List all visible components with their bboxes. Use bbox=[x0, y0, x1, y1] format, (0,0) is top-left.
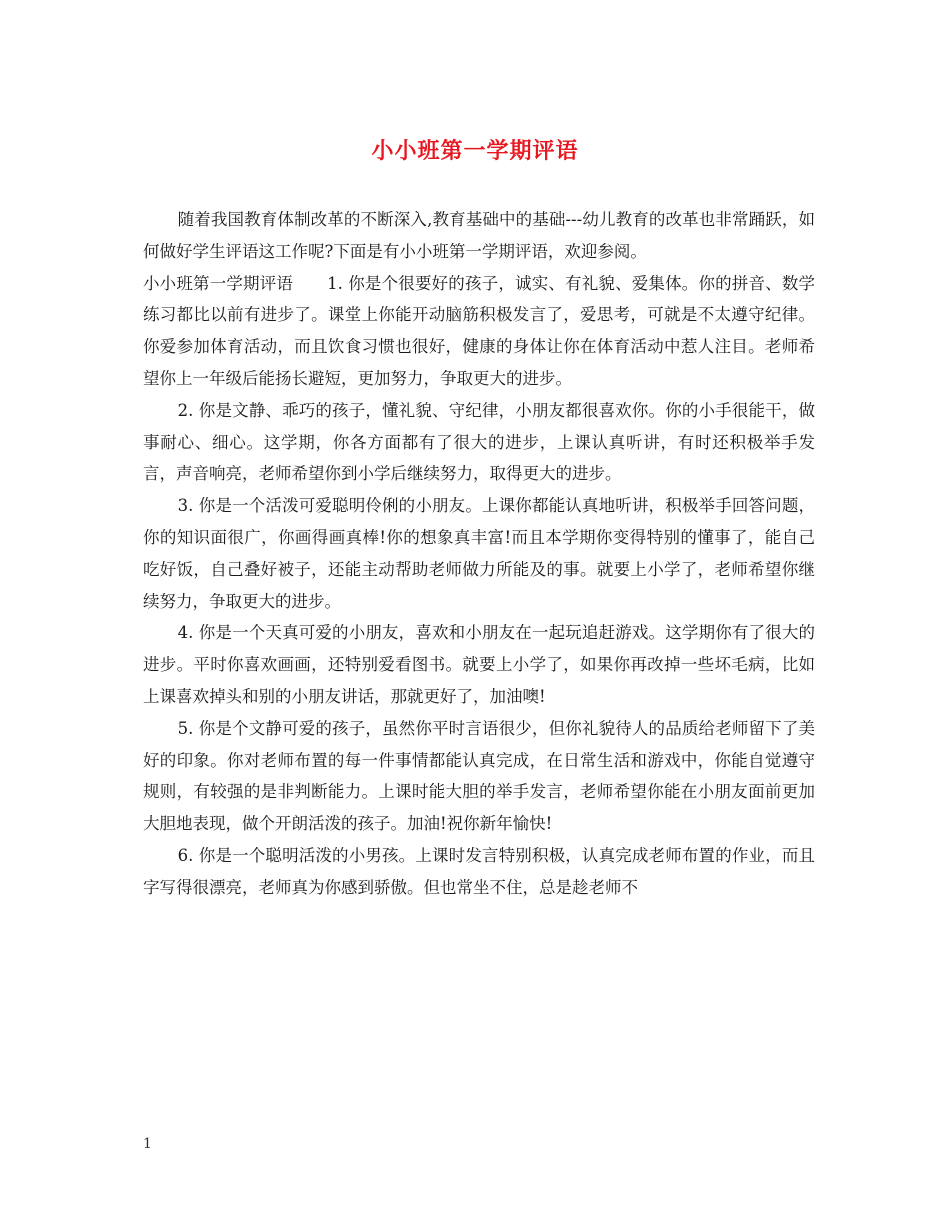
page-number: 1 bbox=[143, 1136, 152, 1152]
comment-item-5: 5. 你是个文静可爱的孩子，虽然你平时言语很少，但你礼貌待人的品质给老师留下了美好的印象。你对老师布置的每一件事情都能认真完成，在日常生活和游戏中，你能自觉遵守规则，有较强的是非判断能力。上课时能大胆的举手发言，老师希望你能在小朋友面前更加大胆地表现，做个开朗活泼的孩子。加油!祝你新年愉快! bbox=[143, 718, 815, 834]
document-body bbox=[143, 204, 815, 904]
intro-paragraph: 随着我国教育体制改革的不断深入,教育基础中的基础---幼儿教育的改革也非常踊跃，如何做好学生评语这工作呢?下面是有小小班第一学期评语，欢迎参阅。 bbox=[143, 210, 815, 261]
comment-item-2: 2. 你是文静、乖巧的孩子，懂礼貌、守纪律，小朋友都很喜欢你。你的小手很能干，做事耐心、细心。这学期，你各方面都有了很大的进步，上课认真听讲，有时还积极举手发言，声音响亮，老师希望你到小学后继续努力，取得更大的进步。 bbox=[143, 400, 815, 484]
comment-item-6: 6. 你是一个聪明活泼的小男孩。上课时发言特别积极，认真完成老师布置的作业，而且字写得很漂亮，老师真为你感到骄傲。但也常坐不住，总是趁老师不 bbox=[143, 845, 815, 897]
document-title: 小小班第一学期评语 bbox=[371, 138, 579, 164]
comment-item-4: 4. 你是一个天真可爱的小朋友，喜欢和小朋友在一起玩追赶游戏。这学期你有了很大的进步。平时你喜欢画画，还特别爱看图书。就要上小学了，如果你再改掉一些坏毛病，比如上课喜欢掉头和别的小朋友讲话，那就更好了，加油噢! bbox=[143, 623, 815, 706]
comment-item-3: 3. 你是一个活泼可爱聪明伶俐的小朋友。上课你都能认真地听讲，积极举手回答问题，你的知识面很广，你画得画真棒!你的想象真丰富!而且本学期你变得特别的懂事了，能自己吃好饭，自己叠好被子，还能主动帮助老师做力所能及的事。就要上小学了，老师希望你继续努力，争取更大的进步。 bbox=[143, 496, 815, 611]
section-first-paragraph bbox=[143, 268, 815, 395]
section-label: 小小班第一学期评语 bbox=[143, 273, 294, 293]
comment-item-1: 1. 你是个很要好的孩子，诚实、有礼貌、爱集体。你的拼音、数学练习都比以前有进步了。课堂上你能开动脑筋积极发言了，爱思考，可就是不太遵守纪律。你爱参加体育活动，而且饮食习惯也很好，健康的身体让你在体育活动中惹人注目。老师希望你上一年级后能扬长避短，更加努力，争取更大的进步。 bbox=[143, 273, 816, 388]
